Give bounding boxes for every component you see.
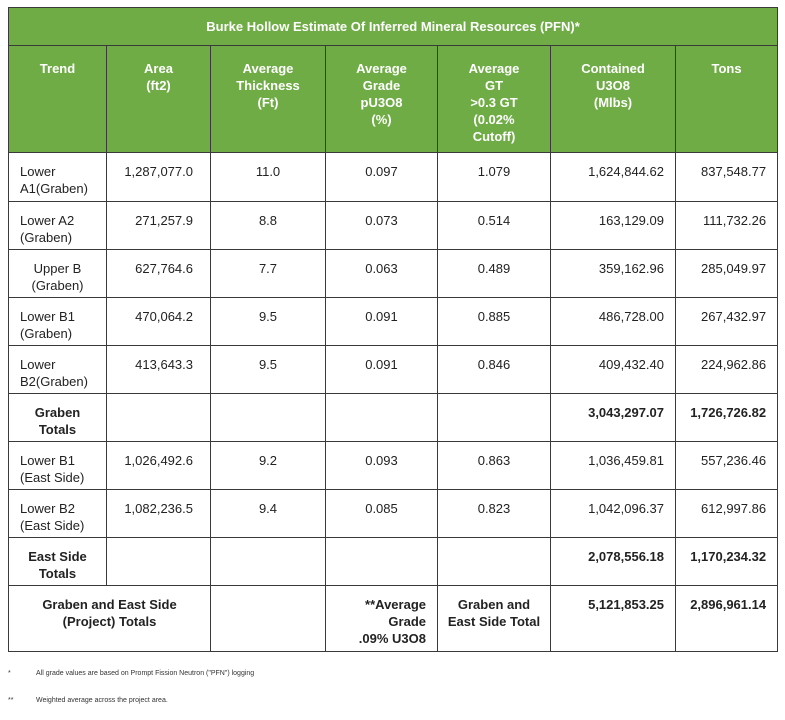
footnote-mark: * <box>8 670 11 677</box>
tons-cell: 224,962.86 <box>676 346 778 394</box>
area-cell: 1,082,236.5 <box>107 490 211 538</box>
cell-line: **Average <box>365 597 426 612</box>
grade-cell: 0.093 <box>326 442 438 490</box>
graben-tons-total: 1,726,726.82 <box>676 394 778 442</box>
empty-cell <box>107 394 211 442</box>
graben-totals-label <box>9 394 107 442</box>
cell-line: (Graben) <box>20 230 73 245</box>
cell-line: Trend <box>39 61 76 76</box>
table-title: Burke Hollow Estimate Of Inferred Mineral Resources (PFN)* <box>9 8 778 46</box>
gt-cell: 0.489 <box>438 250 551 298</box>
trend-cell <box>9 490 107 538</box>
cell-line: (East Side) <box>20 470 85 485</box>
header-thickness <box>211 46 326 153</box>
cell-line: Lower B2 <box>20 501 75 516</box>
gt-cell: 0.823 <box>438 490 551 538</box>
header-gt <box>438 46 551 153</box>
table-row <box>9 442 778 490</box>
cell-line: Totals <box>38 422 77 437</box>
cell-line: GT <box>484 78 504 93</box>
cell-line: (%) <box>371 112 392 127</box>
tons-cell: 111,732.26 <box>676 202 778 250</box>
empty-cell <box>107 538 211 586</box>
grade-cell: 0.085 <box>326 490 438 538</box>
thickness-cell: 9.2 <box>211 442 326 490</box>
thickness-cell: 9.5 <box>211 298 326 346</box>
contained-cell: 1,624,844.62 <box>551 153 676 202</box>
cell-line: Graben and <box>457 597 531 612</box>
grade-cell: 0.063 <box>326 250 438 298</box>
cell-line: Lower B1 <box>20 453 75 468</box>
project-totals-row <box>9 586 778 652</box>
cell-line: Grade <box>362 78 401 93</box>
empty-cell <box>211 538 326 586</box>
empty-cell <box>326 394 438 442</box>
tons-cell: 557,236.46 <box>676 442 778 490</box>
cell-line: U3O8 <box>596 78 630 93</box>
cell-line: Lower <box>20 164 56 179</box>
cell-line: Lower B1 <box>20 309 75 324</box>
cell-line: East Side Total <box>447 614 541 629</box>
cell-line: (0.02% <box>473 112 515 127</box>
cell-line: (East Side) <box>20 518 85 533</box>
cell-line: Area <box>144 61 173 76</box>
cell-line: (Ft) <box>257 95 279 110</box>
grade-cell: 0.097 <box>326 153 438 202</box>
contained-cell: 409,432.40 <box>551 346 676 394</box>
cell-line: (Graben) <box>31 278 84 293</box>
table-row <box>9 250 778 298</box>
cell-line: (Mlbs) <box>593 95 633 110</box>
project-gt-label <box>438 586 551 652</box>
area-cell: 413,643.3 <box>107 346 211 394</box>
grade-cell: 0.091 <box>326 346 438 394</box>
cell-line: Grade <box>388 614 426 629</box>
header-row <box>9 46 778 153</box>
cell-line: (Project) Totals <box>62 614 157 629</box>
cell-line: Contained <box>581 61 645 76</box>
thickness-cell: 8.8 <box>211 202 326 250</box>
cell-line: Lower A2 <box>20 213 75 228</box>
cell-line: Average <box>356 61 407 76</box>
gt-cell: 1.079 <box>438 153 551 202</box>
cell-line: Average <box>242 61 294 76</box>
tons-cell: 285,049.97 <box>676 250 778 298</box>
trend-cell <box>9 442 107 490</box>
grade-cell: 0.073 <box>326 202 438 250</box>
cell-line: A1(Graben) <box>20 181 88 196</box>
empty-cell <box>211 394 326 442</box>
east-totals-label <box>9 538 107 586</box>
gt-cell: 0.514 <box>438 202 551 250</box>
cell-line: Upper B <box>33 261 82 276</box>
trend-cell <box>9 250 107 298</box>
project-tons-total: 2,896,961.14 <box>676 586 778 652</box>
grade-cell: 0.091 <box>326 298 438 346</box>
gt-cell: 0.885 <box>438 298 551 346</box>
area-cell: 627,764.6 <box>107 250 211 298</box>
thickness-cell: 9.5 <box>211 346 326 394</box>
contained-cell: 359,162.96 <box>551 250 676 298</box>
cell-line: Totals <box>38 566 77 581</box>
table-row <box>9 346 778 394</box>
header-trend <box>9 46 107 153</box>
cell-line: Tons <box>711 61 742 76</box>
footnote-mark: ** <box>8 697 14 704</box>
trend-cell <box>9 153 107 202</box>
area-cell: 271,257.9 <box>107 202 211 250</box>
tons-cell: 267,432.97 <box>676 298 778 346</box>
cell-line: (ft2) <box>146 78 171 93</box>
cell-line: (Graben) <box>20 326 73 341</box>
trend-cell <box>9 298 107 346</box>
trend-cell <box>9 202 107 250</box>
tons-cell: 612,997.86 <box>676 490 778 538</box>
empty-cell <box>211 586 326 652</box>
table-row <box>9 202 778 250</box>
gt-cell: 0.846 <box>438 346 551 394</box>
footnote-text: All grade values are based on Prompt Fission Neutron ("PFN") logging <box>36 670 255 677</box>
thickness-cell: 11.0 <box>211 153 326 202</box>
contained-cell: 486,728.00 <box>551 298 676 346</box>
table-row <box>9 298 778 346</box>
footnote-text: Weighted average across the project area. <box>36 697 168 704</box>
header-grade <box>326 46 438 153</box>
project-contained-total: 5,121,853.25 <box>551 586 676 652</box>
cell-line: Cutoff) <box>472 129 516 144</box>
cell-line: B2(Graben) <box>20 374 88 389</box>
area-cell: 470,064.2 <box>107 298 211 346</box>
contained-cell: 1,042,096.37 <box>551 490 676 538</box>
area-cell: 1,287,077.0 <box>107 153 211 202</box>
east-totals-row <box>9 538 778 586</box>
contained-cell: 1,036,459.81 <box>551 442 676 490</box>
empty-cell <box>438 538 551 586</box>
thickness-cell: 9.4 <box>211 490 326 538</box>
graben-contained-total: 3,043,297.07 <box>551 394 676 442</box>
header-contained <box>551 46 676 153</box>
thickness-cell: 7.7 <box>211 250 326 298</box>
cell-line: Graben <box>34 405 81 420</box>
tons-cell: 837,548.77 <box>676 153 778 202</box>
cell-line: >0.3 GT <box>470 95 518 110</box>
header-area <box>107 46 211 153</box>
east-tons-total: 1,170,234.32 <box>676 538 778 586</box>
cell-line: .09% U3O8 <box>358 631 426 646</box>
cell-line: Lower <box>20 357 56 372</box>
table-row <box>9 490 778 538</box>
contained-cell: 163,129.09 <box>551 202 676 250</box>
cell-line: Graben and East Side <box>42 597 177 612</box>
east-contained-total: 2,078,556.18 <box>551 538 676 586</box>
header-tons <box>676 46 778 153</box>
empty-cell <box>326 538 438 586</box>
table-row <box>9 153 778 202</box>
cell-line: East Side <box>28 549 87 564</box>
gt-cell: 0.863 <box>438 442 551 490</box>
graben-totals-row <box>9 394 778 442</box>
project-average-grade <box>326 586 438 652</box>
cell-line: Average <box>468 61 520 76</box>
trend-cell <box>9 346 107 394</box>
project-totals-label <box>9 586 211 652</box>
cell-line: pU3O8 <box>360 95 403 110</box>
empty-cell <box>438 394 551 442</box>
cell-line: Thickness <box>236 78 300 93</box>
area-cell: 1,026,492.6 <box>107 442 211 490</box>
resource-table <box>8 7 778 652</box>
